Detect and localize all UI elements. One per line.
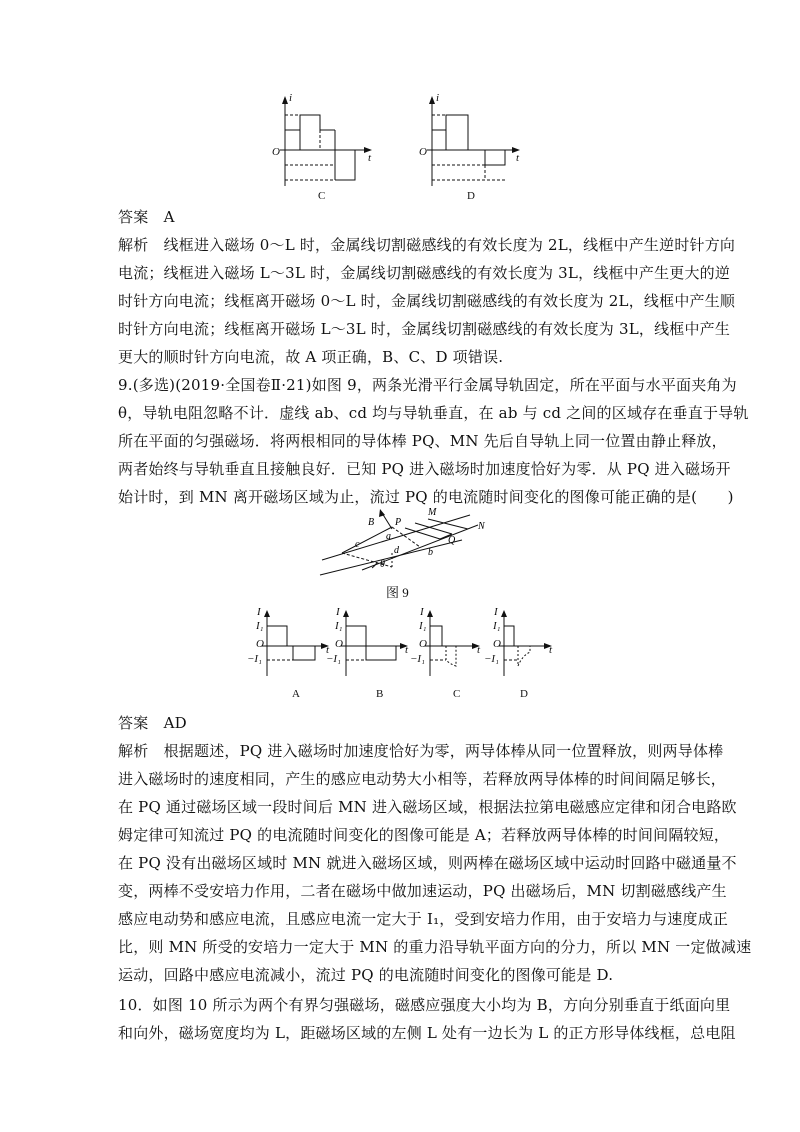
fig9-label-b: B — [368, 517, 375, 528]
fig9-label-a: a — [386, 531, 391, 542]
q9-c-axis-i: I — [420, 606, 424, 618]
graph-d-label: D — [467, 190, 475, 202]
q9-d-label: D — [520, 688, 528, 700]
q9-line4: 两者始终与导轨垂直且接触良好．已知 PQ 进入磁场时加速度恰好为零．从 PQ 进入磁场开 — [118, 460, 731, 478]
fig9-label-q: Q — [448, 535, 456, 546]
q9-c-i1: I₁ — [419, 620, 427, 632]
fig9-label-b-small: b — [428, 547, 433, 558]
q9-b-axis-i: I — [336, 606, 340, 618]
q9-d-i1: I₁ — [493, 620, 501, 632]
answer-ad: 答案 AD — [118, 714, 187, 732]
q9-graph-c — [425, 610, 480, 676]
graph-d-axis-t: t — [516, 152, 520, 164]
q10-line2: 和向外，磁场宽度均为 L，距磁场区域的左侧 L 处有一边长为 L 的正方形导体线框，总电阻 — [118, 1024, 736, 1042]
graph-d — [427, 96, 520, 186]
q9-c-origin: O — [419, 638, 427, 650]
figure-9-diagram — [0, 505, 800, 585]
analysis1-line4: 时针方向电流；线框离开磁场 L～3L 时，金属线切割磁感线的有效长度为 3L，线框中产生 — [118, 320, 731, 338]
q9-graph-a — [262, 610, 329, 676]
q9-a-i1: I₁ — [256, 620, 264, 632]
q9-line1: 9.(多选)(2019·全国卷Ⅱ·21)如图 9，两条光滑平行金属导轨固定，所在平面与水平面夹角为 — [118, 376, 737, 394]
analysis1-line2: 电流；线框进入磁场 L～3L 时，金属线切割磁感线的有效长度为 3L，线框中产生更大的逆 — [118, 264, 731, 282]
analysis2-line8: 比，则 MN 所受的安培力一定大于 MN 的重力沿导轨平面方向的分力，所以 MN 一定做减速 — [118, 938, 752, 956]
q10-line1: 10．如图 10 所示为两个有界匀强磁场，磁感应强度大小均为 B，方向分别垂直于纸面向里 — [118, 996, 731, 1014]
q9-b-neg-i1: −I₁ — [326, 653, 341, 665]
q9-a-origin: O — [256, 638, 264, 650]
option-graphs-cd — [0, 0, 800, 210]
graph-d-axis-i: i — [436, 92, 440, 104]
fig9-label-n: N — [478, 521, 485, 532]
q9-a-axis-i: I — [257, 606, 261, 618]
q9-b-axis-t: t — [405, 644, 409, 656]
graph-c-axis-i: i — [289, 92, 293, 104]
analysis2-line6: 变，两棒不受安培力作用，二者在磁场中做加速运动，PQ 出磁场后，MN 切割磁感线产生 — [118, 882, 727, 900]
analysis2-line1: 解析 根据题述，PQ 进入磁场时加速度恰好为零，两导体棒从同一位置释放，则两导体棒 — [118, 742, 724, 760]
graph-c-origin: O — [272, 146, 280, 158]
q9-c-axis-t: t — [477, 644, 481, 656]
q9-d-origin: O — [493, 638, 501, 650]
q9-line5: 始计时，到 MN 离开磁场区域为止，流过 PQ 的电流随时间变化的图像可能正确的是( ) — [118, 488, 734, 506]
q9-b-label: B — [376, 688, 384, 700]
fig9-label-d: d — [394, 545, 399, 556]
q9-b-i1: I₁ — [335, 620, 343, 632]
fig9-label-p: P — [395, 517, 402, 528]
q9-d-axis-t: t — [549, 644, 553, 656]
graph-c-label: C — [318, 190, 326, 202]
figure-9-caption: 图 9 — [386, 585, 409, 600]
fig9-label-m: M — [428, 507, 437, 518]
analysis1-line3: 时针方向电流；线框离开磁场 0～L 时，金属线切割磁感线的有效长度为 2L，线框中产生顺 — [118, 292, 736, 310]
q9-c-label: C — [453, 688, 461, 700]
q9-b-origin: O — [335, 638, 343, 650]
fig9-label-c: c — [355, 539, 360, 550]
analysis2-line4: 姆定律可知流过 PQ 的电流随时间变化的图像可能是 A；若释放两导体棒的时间间隔较短， — [118, 826, 730, 844]
analysis2-line7: 感应电动势和感应电流，且感应电流一定大于 I₁，受到安培力作用，由于安培力与速度成正 — [118, 910, 729, 928]
graph-c-axis-t: t — [368, 152, 372, 164]
analysis2-line2: 进入磁场时的速度相同，产生的感应电动势大小相等，若释放两导体棒的时间间隔足够长， — [118, 770, 727, 788]
q9-a-neg-i1: −I₁ — [247, 653, 262, 665]
q9-c-neg-i1: −I₁ — [410, 653, 425, 665]
q9-line2: θ，导轨电阻忽略不计．虚线 ab、cd 均与导轨垂直，在 ab 与 cd 之间的区域存在垂直于导轨 — [118, 404, 749, 422]
q9-a-axis-t: t — [326, 644, 330, 656]
q9-a-label: A — [292, 688, 300, 700]
analysis1-line1: 解析 线框进入磁场 0～L 时，金属线切割磁感线的有效长度为 2L，线框中产生逆时针方向 — [118, 236, 736, 254]
q9-graph-b — [341, 610, 408, 676]
analysis2-line3: 在 PQ 通过磁场区域一段时间后 MN 进入磁场区域，根据法拉第电磁感应定律和闭合电路欧 — [118, 798, 737, 816]
q9-graph-d — [499, 610, 552, 676]
q9-d-axis-i: I — [494, 606, 498, 618]
q9-line3: 所在平面的匀强磁场．将两根相同的导体棒 PQ、MN 先后自导轨上同一位置由静止释放， — [118, 432, 727, 450]
analysis2-line5: 在 PQ 没有出磁场区域时 MN 就进入磁场区域，则两棒在磁场区域中运动时回路中磁通量不 — [118, 854, 737, 872]
fig9-label-theta: θ — [380, 559, 385, 570]
graph-d-origin: O — [419, 146, 427, 158]
q9-option-graphs — [0, 604, 800, 714]
answer-a: 答案 A — [118, 208, 175, 226]
q9-d-neg-i1: −I₁ — [484, 653, 499, 665]
analysis2-line9: 运动，回路中感应电流减小，流过 PQ 的电流随时间变化的图像可能是 D. — [118, 966, 614, 984]
graph-c — [280, 96, 372, 186]
analysis1-line5: 更大的顺时针方向电流，故 A 项正确，B、C、D 项错误. — [118, 348, 504, 366]
